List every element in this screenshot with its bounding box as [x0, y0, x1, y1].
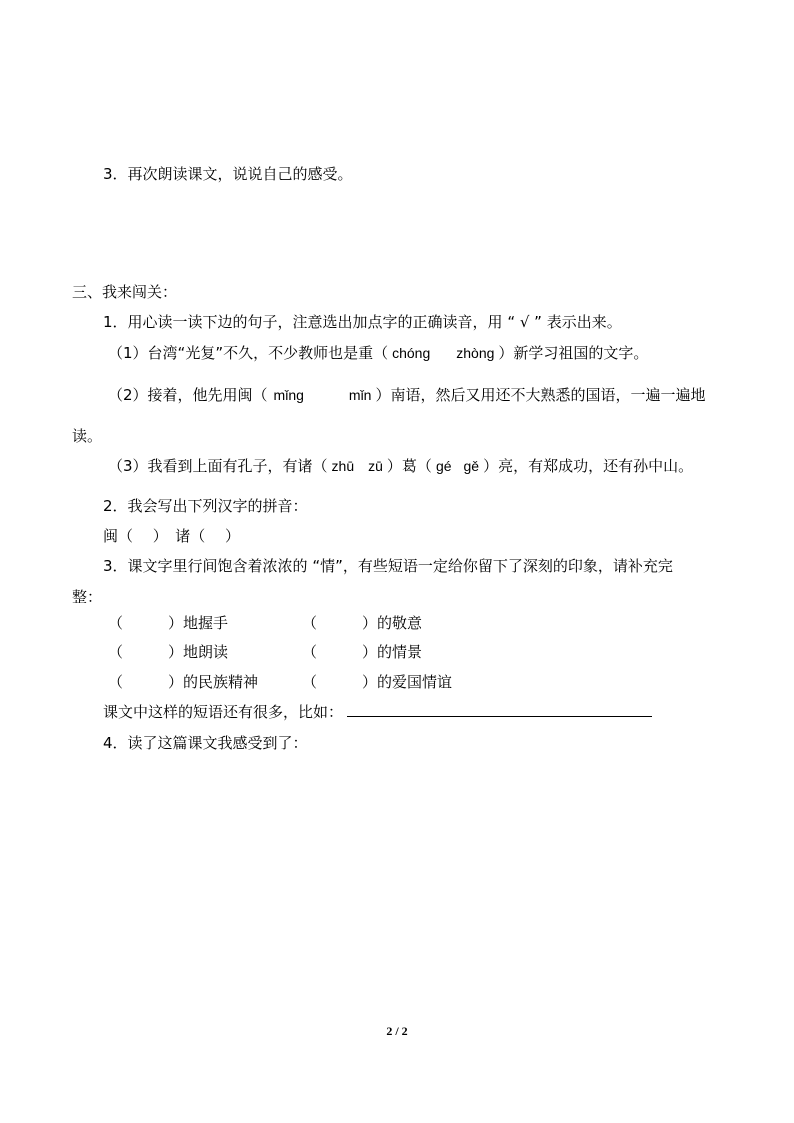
pinyin-option: zhū — [331, 458, 355, 474]
answer-blank[interactable] — [347, 702, 652, 717]
more-phrases — [103, 702, 652, 722]
pinyin-option: zhòng — [456, 345, 495, 361]
item1-instruction: 1．用心读一读下边的句子，注意选出加点字的正确读音，用 “ √ ” 表示出来。 — [103, 313, 622, 331]
item3-instruction: 3．课文字里行间饱含着浓浓的 “情”，有些短语一定给你留下了深刻的印象，请补充完 — [103, 557, 673, 575]
sentence-3-text-c: ）亮，有郑成功，还有孙中山。 — [483, 457, 694, 475]
phrase-right: （ ）的敬意 — [302, 614, 423, 632]
sentence-3-text-a: （3）我看到上面有孔子，有诸（ — [108, 457, 328, 475]
phrase-left: （ ）地朗读 — [108, 643, 229, 661]
phrase-left: （ ）的民族精神 — [108, 673, 259, 691]
sentence-2 — [108, 385, 705, 405]
sentence-3 — [108, 456, 693, 476]
pinyin-option: gé — [435, 458, 452, 474]
page-number: 2 / 2 — [386, 1024, 408, 1038]
sentence-1-text-b: ）新学习祖国的文字。 — [498, 344, 649, 362]
pinyin-option: mǐn — [348, 387, 372, 403]
item2-characters: 闽（ ） 诸（ ） — [103, 527, 241, 545]
sentence-3-text-b: ）葛（ — [386, 457, 432, 475]
phrase-left: （ ）地握手 — [108, 614, 229, 632]
item3-instruction-continued: 整： — [72, 588, 103, 606]
pinyin-option: chóng — [392, 345, 431, 361]
more-phrases-label: 课文中这样的短语还有很多，比如： — [103, 703, 344, 721]
phrase-right: （ ）的情景 — [302, 643, 423, 661]
sentence-2-text-a: （2）接着，他先用闽（ — [108, 386, 268, 404]
phrase-right: （ ）的爱国情谊 — [302, 673, 453, 691]
sentence-1-text-a: （1）台湾“光复”不久，不少教师也是重（ — [108, 344, 389, 362]
sentence-2-continued: 读。 — [72, 427, 103, 445]
pinyin-option: zū — [368, 458, 383, 474]
item4-instruction: 4．读了这篇课文我感受到了： — [103, 734, 308, 752]
sentence-1 — [108, 343, 648, 363]
item2-instruction: 2．我会写出下列汉字的拼音： — [103, 497, 308, 515]
question-reread: 3．再次朗读课文，说说自己的感受。 — [103, 165, 353, 183]
section-heading: 三、我来闯关： — [72, 283, 178, 301]
pinyin-option: mǐng — [273, 387, 304, 403]
pinyin-option: gě — [463, 458, 480, 474]
sentence-2-text-b: ）南语，然后又用还不大熟悉的国语，一遍一遍地 — [375, 386, 706, 404]
